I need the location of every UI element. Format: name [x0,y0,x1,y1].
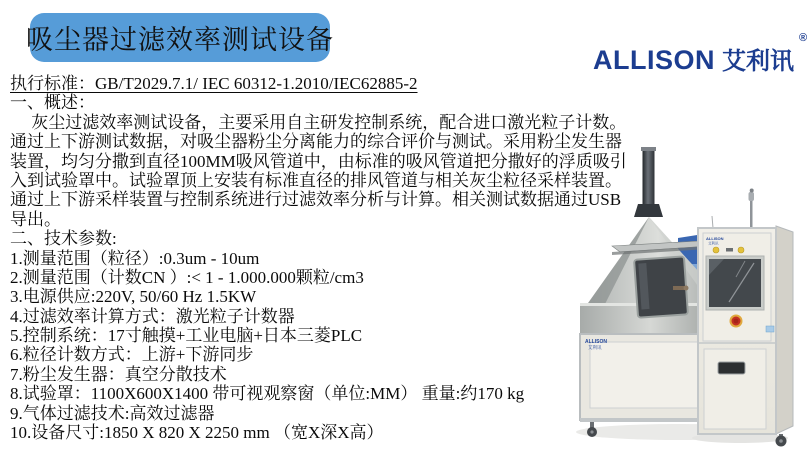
machine-brand-label-cn: 艾利讯 [588,345,602,350]
text-line: 导出。 [10,209,61,229]
spec-item: 6.粒径计数方式：上游+下游同步 [10,345,254,365]
spec-item: 4.过滤效率计算方式：激光粒子计数器 [10,306,295,326]
registered-trademark-icon: ® [799,32,807,44]
product-photo [578,146,800,448]
document-body [10,74,672,442]
text-line: 装置，均匀分撒到直径100MM吸风管道中，由标准的吸风管道把分撒好的浮质吸引 [10,151,627,171]
page-title: 吸尘器过滤效率测试设备 [26,25,334,55]
spec-item: 8.试验罩：1100X600X1400 带可视观察窗（单位:MM） 重量:约170 kg [10,384,525,404]
overview-paragraph [10,113,672,229]
spec-item: 2.测量范围（计数CN ）:< 1 - 1.000.000颗粒/cm3 [10,267,364,287]
caster-wheel-hub [779,439,783,443]
machine-brand-label: ALLISON [585,339,607,345]
brand-name-cn: 艾利讯 [722,48,794,75]
pipe-flange [634,204,663,217]
sensor-head [749,192,755,201]
spec-item: 1.测量范围（粒径）:0.3um - 10um [10,248,260,268]
selector-switch [726,248,733,252]
exhaust-pipe-cap [641,147,656,151]
caster-wheel-hub [590,430,593,433]
specs-list [10,249,672,443]
exhaust-pipe [643,148,655,210]
brand-name: ALLISON [593,45,715,75]
title-banner [26,13,334,62]
indicator-light-left [713,247,719,253]
indicator-light-right [738,247,744,253]
standard-line: 执行标准：GB/T2029.7.1/ IEC 60312-1.2010/IEC62885-2 [10,74,418,93]
cabinet-brand-label-cn: 艾利讯 [708,241,719,246]
spec-item: 3.电源供应:220V, 50/60 Hz 1.5KW [10,287,257,307]
brand-logo [593,32,807,75]
spec-item: 5.控制系统：17寸触摸+工业电脑+日本三菱PLC [10,326,363,346]
usb-slot [718,362,745,374]
sampling-valve-knob [684,286,689,291]
spec-item: 9.气体过滤技术:高效过滤器 [10,403,215,423]
sensor-tip [750,189,754,193]
cabinet-side-panel [776,226,793,434]
cabinet-brand-label: ALLISON [706,236,724,241]
text-line: 入到试验罩中。试验罩顶上安装有标准直径的排风管道与相关灰尘粒径采样装置。 [10,170,622,190]
cabinet-label-tag [766,326,774,332]
specs-heading: 二、技术参数: [10,229,117,249]
overview-heading: 一、概述： [10,93,95,113]
text-line: 灰尘过滤效率测试设备，主要采用自主研发控制系统，配合进口激光粒子计数。 [10,112,627,132]
sensor-mast [750,200,753,228]
text-line: 通过上下游测试数据，对吸尘器粉尘分离能力的综合评价与测试。采用粉尘发生器 [10,132,622,152]
spec-item: 10.设备尺寸:1850 X 820 X 2250 mm （宽X深X高） [10,423,384,443]
cabinet-lower-door [704,349,766,429]
text-line: 通过上下游采样装置与控制系统进行过滤效率分析与计算。相关测试数据通过USB [10,190,622,210]
spec-item: 7.粉尘发生器：真空分散技术 [10,364,227,384]
emergency-stop-cap [734,319,739,324]
cabinet-antenna-wire [712,216,713,228]
